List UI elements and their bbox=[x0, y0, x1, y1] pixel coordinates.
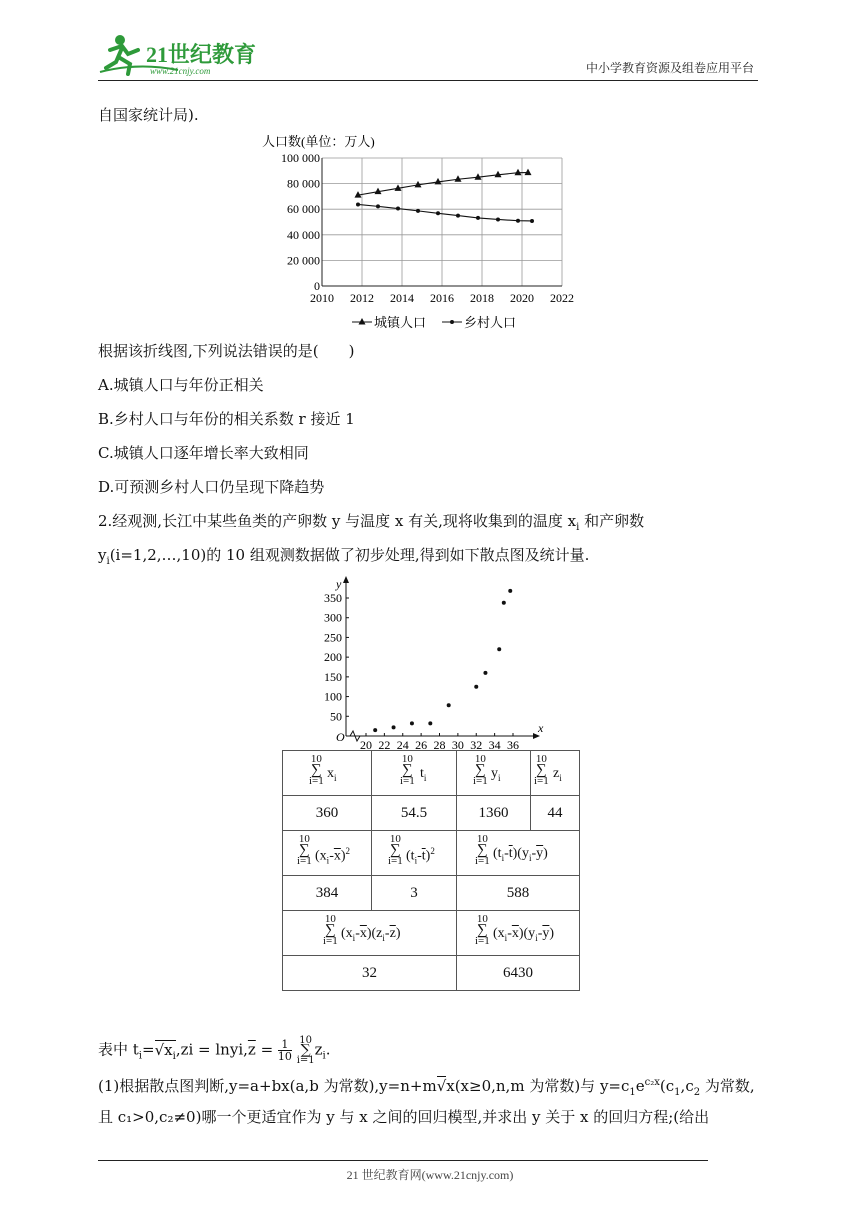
scatter-point bbox=[392, 725, 396, 729]
rural-data-point bbox=[456, 214, 460, 218]
sum-t-value: 54.5 bbox=[372, 796, 457, 831]
y-tick-label: 200 bbox=[324, 650, 342, 665]
rural-data-point bbox=[416, 209, 420, 213]
legend-rural-label: 乡村人口 bbox=[464, 315, 517, 330]
q2-stem-line1: 2.经观测,长江中某些鱼类的产卵数 y 与温度 x 有关,现将收集到的温度 $x_i$ 和产卵数 bbox=[98, 512, 645, 533]
urban-data-point bbox=[525, 169, 532, 176]
scatter-point bbox=[483, 671, 487, 675]
y-tick-label: 50 bbox=[330, 709, 342, 724]
sum-t-header: 10 ∑ i=1 $t_i$ bbox=[372, 751, 457, 796]
urban-data-point bbox=[515, 169, 522, 176]
x-tick-label: 34 bbox=[488, 738, 501, 750]
y-tick-label: 300 bbox=[324, 610, 342, 625]
y-tick-label: 60 000 bbox=[287, 202, 320, 217]
rural-data-point bbox=[496, 217, 500, 221]
sum-sq-x-header: 10 ∑ i=1 $(x_i-\overline{x})^2$ bbox=[283, 831, 372, 876]
origin-label: O bbox=[336, 730, 345, 744]
q1-option-a: A.城镇人口与年份正相关 bbox=[98, 376, 264, 394]
x-tick-label: 2012 bbox=[350, 291, 374, 305]
x-tick-label: 26 bbox=[415, 738, 428, 750]
sum-xz-value: 32 bbox=[283, 956, 457, 991]
rural-data-point bbox=[530, 219, 534, 223]
sum-x-value: 360 bbox=[283, 796, 372, 831]
y-tick-label: 350 bbox=[324, 591, 342, 605]
q2-stem-line2: $y_i(i=1,2,\dots,10)$的 10 组观测数据做了初步处理,得到如下散点图及统计量. bbox=[98, 546, 590, 567]
scatter-point bbox=[474, 685, 478, 689]
q1-option-c: C.城镇人口逐年增长率大致相同 bbox=[98, 444, 309, 462]
q2-part1-line1: (1)根据散点图判断,y=a+bx(a,b 为常数),y=n+m√x(x≥0,n,m 为常数)与 $y=c_1e^{c_2x}(c_1,c_2$ 为常数, bbox=[98, 1077, 755, 1098]
y-axis-label: y bbox=[336, 577, 342, 591]
scatter-point bbox=[502, 601, 506, 605]
page-header bbox=[98, 30, 758, 81]
sum-y-value: 1360 bbox=[457, 796, 531, 831]
x-tick-label: 2020 bbox=[510, 291, 534, 305]
legend-rural-marker bbox=[450, 320, 454, 324]
x-tick-label: 20 bbox=[360, 738, 372, 750]
scatter-point bbox=[508, 589, 512, 593]
x-tick-label: 2014 bbox=[390, 291, 414, 305]
y-axis-arrow bbox=[343, 576, 349, 583]
scatter-point bbox=[447, 703, 451, 707]
y-tick-label: 100 000 bbox=[281, 151, 320, 165]
intro-line: 自国家统计局). bbox=[98, 106, 199, 124]
sum-ty-value: 588 bbox=[457, 876, 580, 911]
x-tick-label: 32 bbox=[470, 738, 483, 750]
legend-urban-label: 城镇人口 bbox=[374, 315, 427, 330]
rural-data-point bbox=[516, 219, 520, 223]
y-tick-label: 100 bbox=[324, 689, 342, 704]
table-note: 表中 $t_i=√x_i,zi$ = $lnyi,\overline{z}$ = $\frac{1}{10}$ 10 ∑ i=1 $z_i$. bbox=[98, 1035, 331, 1066]
sum-x-header: 10 ∑ i=1 $x_i$ bbox=[283, 751, 372, 796]
rural-data-point bbox=[356, 202, 360, 206]
q1-option-b: B.乡村人口与年份的相关系数 r 接近 1 bbox=[98, 410, 355, 428]
egg-count-scatter-plot bbox=[300, 572, 560, 750]
x-tick-label: 30 bbox=[451, 738, 464, 750]
sum-ty-header: 10 ∑ i=1 $(t_i-\overline{t})(y_i-\overline{y})$ bbox=[457, 831, 580, 876]
sum-xy-header: 10 ∑ i=1 $(x_i-\overline{x})(y_i-\overline{y})$ bbox=[457, 911, 580, 956]
scatter-point bbox=[428, 721, 432, 725]
y-tick-label: 250 bbox=[324, 630, 342, 645]
q1-option-d: D.可预测乡村人口仍呈现下降趋势 bbox=[98, 478, 325, 496]
scatter-point bbox=[410, 721, 414, 725]
x-tick-label: 2022 bbox=[550, 291, 574, 305]
footer-text: 21 世纪教育网(www.21cnjy.com) bbox=[346, 1168, 514, 1182]
y-tick-label: 40 000 bbox=[287, 227, 320, 242]
scatter-point bbox=[373, 728, 377, 732]
sum-y-header: 10 ∑ i=1 $y_i$ bbox=[457, 751, 531, 796]
sum-z-value: 44 bbox=[531, 796, 580, 831]
svg-text:21世纪教育: 21世纪教育 bbox=[146, 42, 257, 67]
scatter-point bbox=[497, 647, 501, 651]
q1-stem: 根据该折线图,下列说法错误的是( ) bbox=[98, 342, 355, 360]
x-tick-label: 2016 bbox=[430, 291, 454, 305]
population-line-chart bbox=[262, 132, 592, 338]
rural-population-line bbox=[358, 204, 532, 221]
y-tick-label: 80 000 bbox=[287, 176, 320, 191]
rural-data-point bbox=[376, 204, 380, 208]
site-name: 中小学教育资源及组卷应用平台 bbox=[585, 61, 754, 75]
x-tick-label: 24 bbox=[396, 738, 409, 750]
statistics-table bbox=[282, 750, 580, 991]
sum-z-header: 10 ∑ i=1 $z_i$ bbox=[531, 751, 580, 796]
svg-text:www.21cnjy.com: www.21cnjy.com bbox=[150, 66, 211, 76]
rural-data-point bbox=[396, 207, 400, 211]
y-tick-label: 20 000 bbox=[287, 253, 320, 268]
x-tick-label: 22 bbox=[378, 738, 391, 750]
sum-sq-t-value: 3 bbox=[372, 876, 457, 911]
x-axis-label: x bbox=[538, 721, 544, 735]
rural-data-point bbox=[436, 211, 440, 215]
sum-xz-header: 10 ∑ i=1 $(x_i-\overline{x})(z_i-\overline{z})$ bbox=[283, 911, 457, 956]
y-tick-label: 0 bbox=[314, 279, 320, 293]
sum-sq-x-value: 384 bbox=[283, 876, 372, 911]
legend-urban-marker bbox=[359, 318, 366, 325]
q2-part1-line2: 且 c₁>0,c₂≠0)哪一个更适宜作为 y 与 x 之间的回归模型,并求出 y 关于 x 的回归方程;(给出 bbox=[98, 1108, 710, 1126]
x-tick-label: 2010 bbox=[310, 291, 334, 305]
rural-data-point bbox=[476, 216, 480, 220]
site-logo bbox=[98, 32, 268, 76]
x-tick-label: 2018 bbox=[470, 291, 494, 305]
footer-divider bbox=[98, 1160, 708, 1161]
x-tick-label: 28 bbox=[433, 738, 446, 750]
sum-xy-value: 6430 bbox=[457, 956, 580, 991]
y-tick-label: 150 bbox=[324, 669, 342, 684]
y-axis-label: 人口数(单位：万人) bbox=[262, 134, 375, 149]
sum-sq-t-header: 10 ∑ i=1 $(t_i-\overline{t})^2$ bbox=[372, 831, 457, 876]
x-tick-label: 36 bbox=[507, 738, 519, 750]
